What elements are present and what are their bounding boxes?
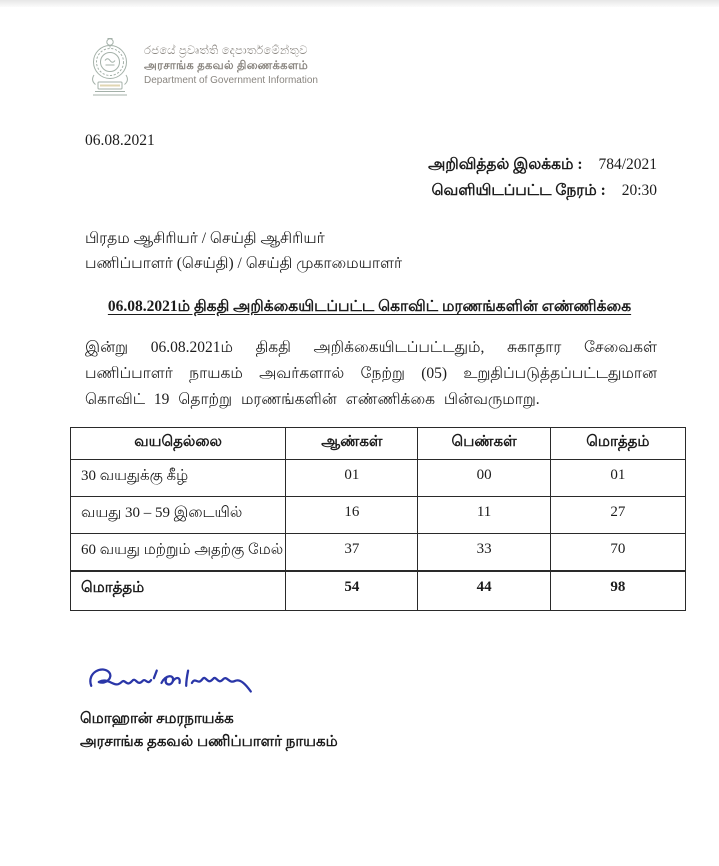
signature-block xyxy=(80,663,719,754)
total-cell: 70 xyxy=(550,534,685,571)
signatory-name: மொஹான் சமரநாயக்க xyxy=(80,711,234,727)
females-cell: 00 xyxy=(418,460,550,497)
letterhead xyxy=(85,34,719,98)
release-time-line xyxy=(0,178,657,204)
males-cell: 16 xyxy=(286,497,418,534)
notice-number-value: 784/2021 xyxy=(598,156,657,173)
dept-name-sinhala: රජයේ ප්‍රවෘත්ති දෙපාර්තමේන්තුව xyxy=(144,45,308,57)
notice-number-label: அறிவித்தல் இலக்கம் : xyxy=(428,156,583,173)
header-females: பெண்கள் xyxy=(418,428,550,460)
recipients xyxy=(85,226,719,276)
scan-top-edge xyxy=(0,0,719,7)
sri-lanka-emblem-icon xyxy=(85,34,135,98)
age-group-cell: வயது 30 – 59 இடையில் xyxy=(71,497,286,534)
header-total: மொத்தம் xyxy=(550,428,685,460)
females-cell: 33 xyxy=(418,534,550,571)
age-group-cell: 30 வயதுக்கு கீழ் xyxy=(71,460,286,497)
notice-number-line xyxy=(0,152,657,178)
recipient-line-1: பிரதம ஆசிரியர் / செய்தி ஆசிரியர் xyxy=(85,230,325,247)
females-total-cell: 44 xyxy=(418,571,550,611)
table-row xyxy=(71,460,686,497)
total-cell: 01 xyxy=(550,460,685,497)
header-males: ஆண்கள் xyxy=(286,428,418,460)
males-total-cell: 54 xyxy=(286,571,418,611)
release-time-value: 20:30 xyxy=(621,182,657,199)
males-cell: 01 xyxy=(286,460,418,497)
signatory-designation: அரசாங்க தகவல் பணிப்பாளர் நாயகம் xyxy=(80,734,338,750)
table-header-row xyxy=(71,428,686,460)
handwritten-signature xyxy=(85,663,719,706)
notice-meta xyxy=(0,152,657,204)
females-cell: 11 xyxy=(418,497,550,534)
dept-name-tamil: அரசாங்க தகவல் திணைக்களம் xyxy=(144,60,309,72)
body-paragraph: இன்று 06.08.2021ம் திகதி அறிக்கையிடப்பட்டதும், சுகாதார சேவைகள் பணிப்பாளர் நாயகம் அவர்களால் நேற்று (05) உறுதிப்படுத்தப்பட்டதுமான கொவிட் 19 தொற்று மரணங்களின் எண்ணிக்கை பின்வருமாறு. xyxy=(85,339,657,408)
covid-deaths-table xyxy=(70,427,686,611)
total-cell: 27 xyxy=(550,497,685,534)
total-label-cell: மொத்தம் xyxy=(71,571,286,611)
table-row xyxy=(71,534,686,571)
table-row xyxy=(71,497,686,534)
grand-total-cell: 98 xyxy=(550,571,685,611)
department-names xyxy=(144,44,318,88)
age-group-cell: 60 வயது மற்றும் அதற்கு மேல் xyxy=(71,534,286,571)
table-total-row xyxy=(71,571,686,611)
males-cell: 37 xyxy=(286,534,418,571)
recipient-line-2: பணிப்பாளர் (செய்தி) / செய்தி முகாமையாளர் xyxy=(85,255,403,272)
document-date: 06.08.2021 xyxy=(85,132,155,149)
dept-name-english: Department of Government Information xyxy=(144,75,318,86)
document-title: 06.08.2021ம் திகதி அறிக்கையிடப்பட்ட கொவிட் மரணங்களின் எண்ணிக்கை xyxy=(107,298,632,315)
header-age-group: வயதெல்லை xyxy=(71,428,286,460)
release-time-label: வெளியிடப்பட்ட நேரம் : xyxy=(431,182,606,199)
